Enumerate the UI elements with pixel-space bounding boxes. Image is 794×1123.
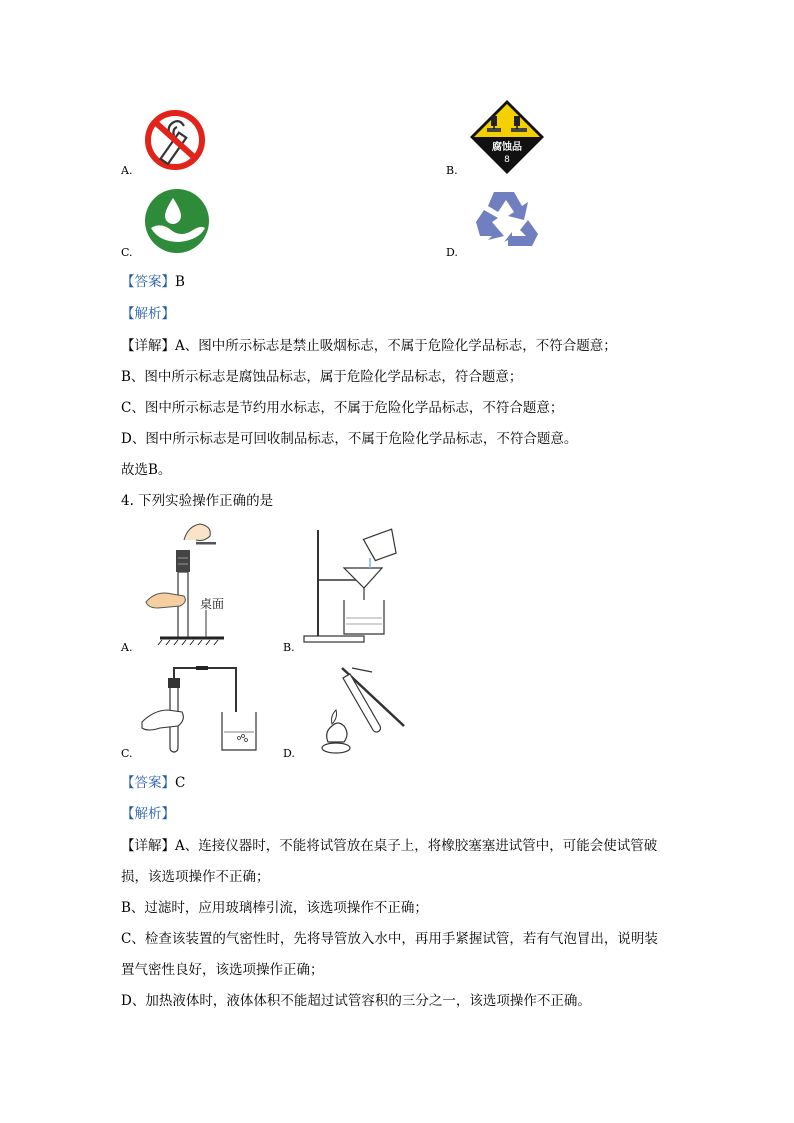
q4-analysis-line-4: C、检查该装置的气密性时，先将导管放入水中，再用手紧握试管，若有气泡冒出，说明装 <box>121 931 658 947</box>
q3-option-b-label: B. <box>446 164 458 177</box>
q4-option-b-label: B. <box>283 641 295 654</box>
airtightness-check-figure <box>142 664 272 756</box>
answer-value: B <box>175 274 185 290</box>
q3-analysis-line-3: C、图中所示标志是节约用水标志，不属于危险化学品标志，不符合题意； <box>121 400 564 416</box>
stopper-on-table-figure <box>140 518 230 646</box>
q3-analysis-line-1 <box>121 334 617 354</box>
q3-option-d-label: D. <box>446 246 458 259</box>
heating-liquid-figure <box>312 664 412 756</box>
q4-analysis-line-5: 置气密性良好，该选项操作正确； <box>121 962 324 978</box>
answer-value: C <box>175 775 186 791</box>
corrosive-sign-number: 8 <box>504 155 510 165</box>
corrosive-sign-icon <box>468 98 546 176</box>
q4-stem: 4. 下列实验操作正确的是 <box>121 493 274 509</box>
q3-conclusion: 故选B。 <box>121 462 172 478</box>
q3-answer <box>121 270 185 290</box>
q4-option-a-label: A. <box>121 641 133 654</box>
detail-tag: 【详解】 <box>121 338 175 354</box>
q4-option-d-label: D. <box>283 747 295 760</box>
detail-tag: 【详解】 <box>121 838 175 854</box>
analysis-text: A、连接仪器时，不能将试管放在桌子上，将橡胶塞塞进试管中，可能会使试管破 <box>175 838 658 854</box>
corrosive-sign-text: 腐蚀品 <box>492 142 522 153</box>
q4-analysis-line-1 <box>121 834 657 854</box>
q3-analysis-line-2: B、图中所示标志是腐蚀品标志，属于危险化学品标志，符合题意； <box>121 369 523 385</box>
q3-option-a-label: A. <box>121 164 133 177</box>
answer-tag: 【答案】 <box>121 274 175 290</box>
filtration-figure <box>300 524 410 646</box>
q4-analysis-line-2: 损，该选项操作不正确； <box>121 869 270 885</box>
q3-analysis-heading: 【解析】 <box>121 306 175 322</box>
no-smoking-sign-icon <box>141 108 209 172</box>
analysis-text: A、图中所示标志是禁止吸烟标志，不属于危险化学品标志，不符合题意； <box>175 338 617 354</box>
q4-analysis-line-3: B、过滤时，应用玻璃棒引流，该选项操作不正确； <box>121 900 428 916</box>
q4-analysis-heading: 【解析】 <box>121 806 175 822</box>
table-surface-label: 桌面 <box>200 597 225 611</box>
q4-answer <box>121 771 185 791</box>
q3-option-c-label: C. <box>121 246 133 259</box>
recycling-sign-icon <box>468 188 540 254</box>
q4-analysis-line-6: D、加热液体时，液体体积不能超过试管容积的三分之一，该选项操作不正确。 <box>121 993 591 1009</box>
q3-analysis-line-4: D、图中所示标志是可回收制品标志，不属于危险化学品标志，不符合题意。 <box>121 431 578 447</box>
q4-option-c-label: C. <box>121 747 133 760</box>
water-saving-sign-icon <box>143 188 211 254</box>
answer-tag: 【答案】 <box>121 775 175 791</box>
